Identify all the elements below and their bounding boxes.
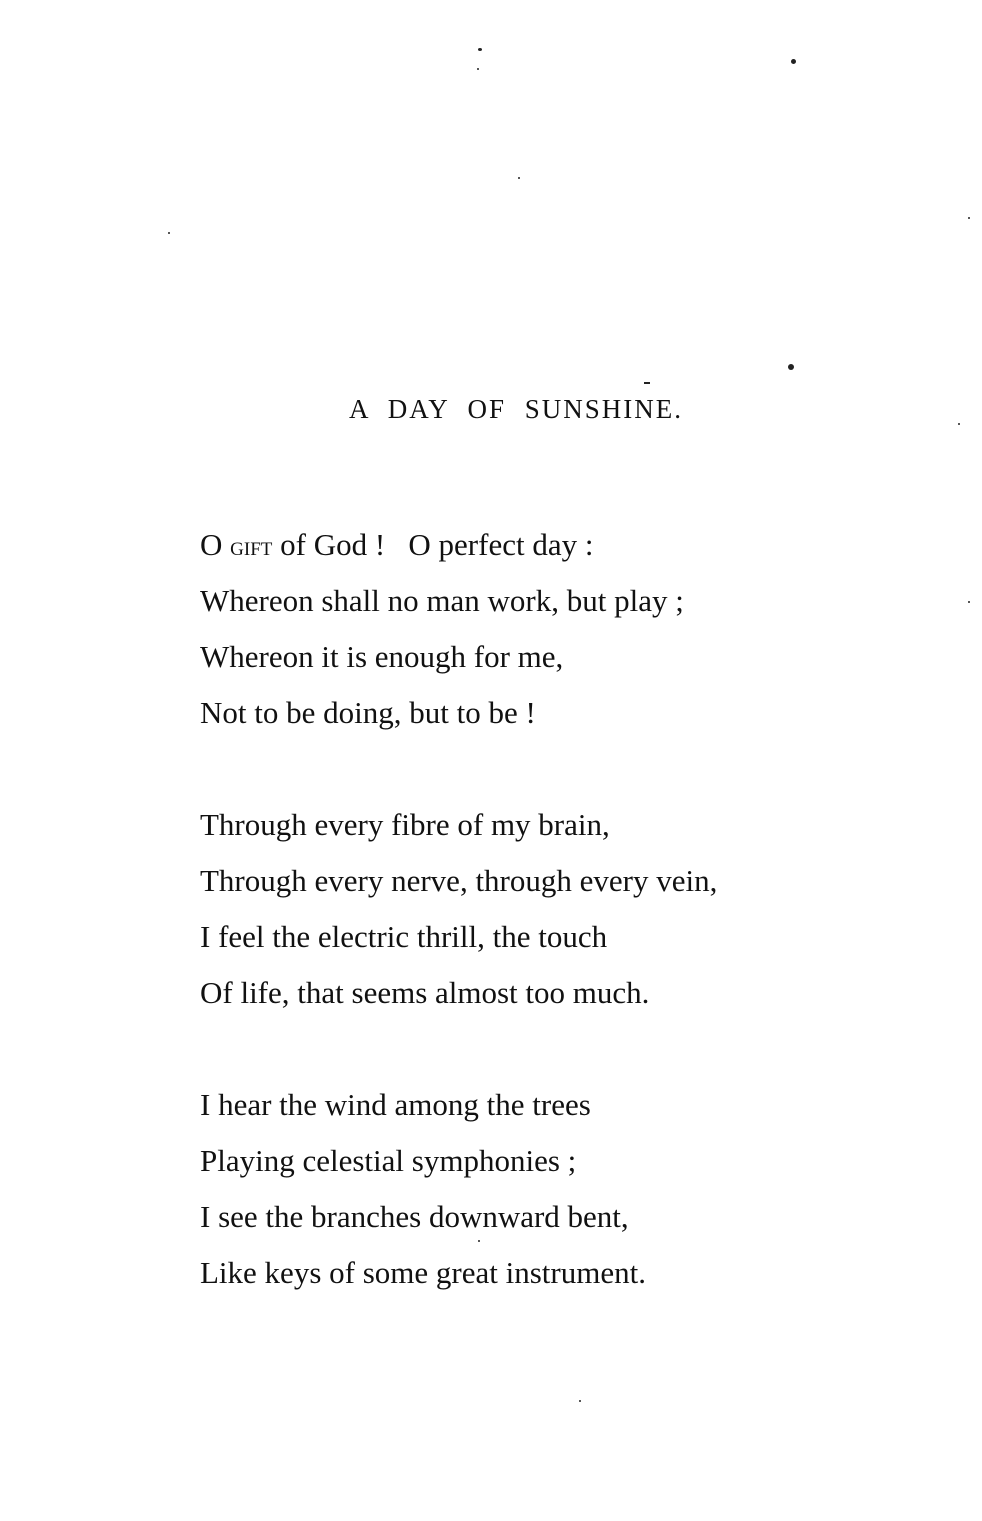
first-line-smallcaps: gift <box>230 531 273 561</box>
poem-line <box>200 517 684 573</box>
poem-line: Through every fibre of my brain, <box>200 807 610 842</box>
scan-speck <box>518 177 520 179</box>
scan-speck <box>168 232 170 234</box>
poem-line: Whereon it is enough for me, <box>200 639 564 674</box>
poem-line: Of life, that seems almost too much. <box>200 975 650 1010</box>
scan-speck <box>478 48 482 51</box>
scan-speck <box>788 364 794 370</box>
first-line-rest: of God ! O perfect day : <box>272 527 594 562</box>
scan-speck <box>644 382 650 384</box>
stanza-1 <box>200 517 684 741</box>
stanza-2 <box>200 797 717 1021</box>
scan-speck <box>791 59 796 64</box>
stanza-3 <box>200 1077 646 1301</box>
scan-speck <box>968 601 970 603</box>
first-line-lead: O <box>200 527 223 562</box>
poem-line: I feel the electric thrill, the touch <box>200 919 608 954</box>
poem-line: Not to be doing, but to be ! <box>200 695 536 730</box>
poem-line: Playing celestial symphonies ; <box>200 1143 577 1178</box>
poem-line: I hear the wind among the trees <box>200 1087 591 1122</box>
poem-line: Whereon shall no man work, but play ; <box>200 583 684 618</box>
scan-speck <box>477 68 479 70</box>
poem-line: Through every nerve, through every vein, <box>200 863 718 898</box>
scan-speck <box>579 1400 581 1402</box>
poem-line: I see the branches downward bent, <box>200 1199 629 1234</box>
poem-line: Like keys of some great instrument. <box>200 1255 646 1290</box>
poem-title: A DAY OF SUNSHINE. <box>348 394 684 424</box>
scan-speck <box>968 217 970 219</box>
